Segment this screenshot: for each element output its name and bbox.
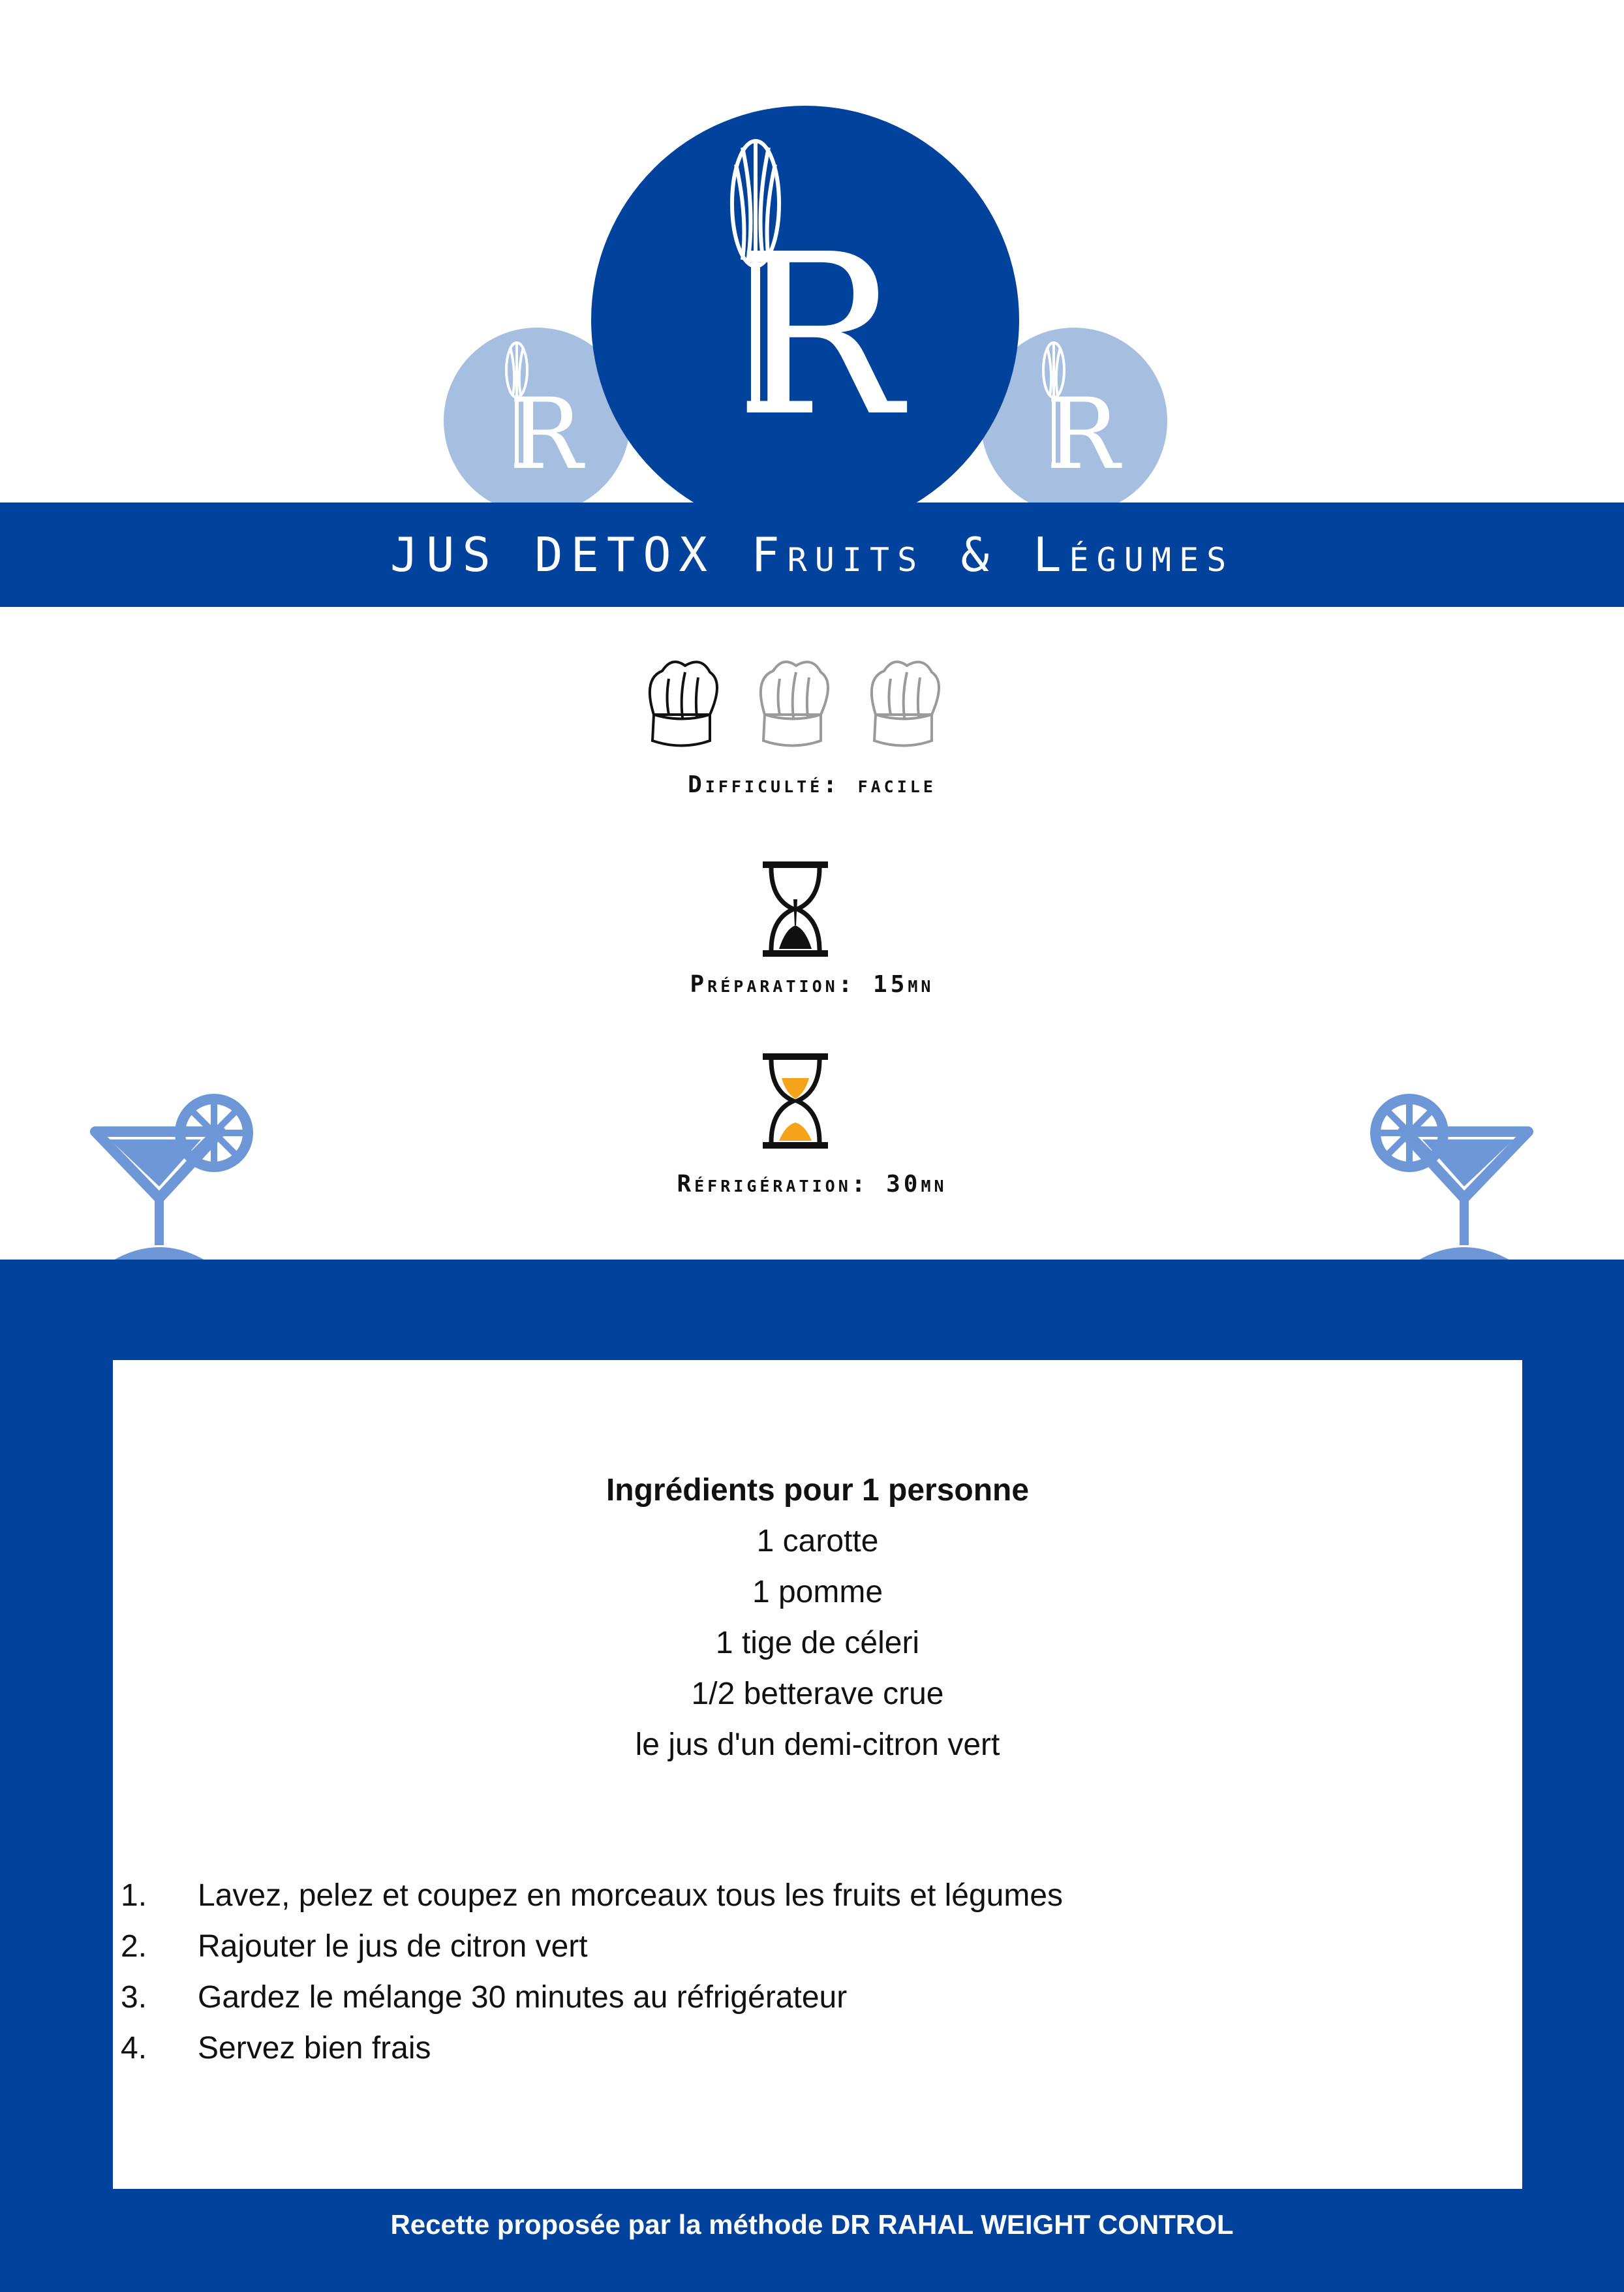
chef-hat-icon bbox=[639, 653, 724, 751]
refrigeration-label: Réfrigération: 30mn bbox=[677, 1171, 947, 1198]
step-number: 4. bbox=[121, 2031, 147, 2066]
difficulty-label: Difficulté: facile bbox=[688, 771, 936, 798]
recipe-title: JUS DETOX Fruits & Légumes bbox=[390, 527, 1234, 582]
step-text: Lavez, pelez et coupez en morceaux tous les fruits et légumes bbox=[198, 1878, 1064, 1913]
chef-hat-icon bbox=[750, 653, 835, 751]
logo-main bbox=[591, 106, 1019, 534]
chef-hat-icon bbox=[861, 653, 946, 751]
preparation-label: Préparation: 15mn bbox=[690, 971, 934, 998]
step-item bbox=[121, 1972, 847, 2023]
hourglass-icon bbox=[759, 1052, 831, 1150]
ingredient-item: 1/2 betterave crue bbox=[691, 1677, 944, 1711]
title-bar bbox=[0, 503, 1624, 607]
step-number: 3. bbox=[121, 1980, 147, 2015]
svg-text:R: R bbox=[509, 378, 583, 491]
footer-credit: Recette proposée par la méthode DR RAHAL WEIGHT CONTROL bbox=[390, 2209, 1234, 2240]
step-text: Servez bien frais bbox=[198, 2031, 431, 2066]
hourglass-icon bbox=[759, 860, 831, 958]
ingredient-item: 1 carotte bbox=[756, 1524, 879, 1558]
ingredient-item: 1 pomme bbox=[752, 1575, 883, 1609]
svg-text:R: R bbox=[1046, 378, 1120, 491]
step-number: 2. bbox=[121, 1929, 147, 1964]
cocktail-glass-icon bbox=[1364, 1089, 1533, 1261]
step-number: 1. bbox=[121, 1878, 147, 1913]
ingredients-title: Ingrédients pour 1 personne bbox=[605, 1473, 1030, 1508]
ingredient-item: le jus d'un demi-citron vert bbox=[635, 1727, 1000, 1762]
step-text: Rajouter le jus de citron vert bbox=[198, 1929, 588, 1964]
step-item bbox=[121, 1870, 1063, 1921]
ingredient-item: 1 tige de céleri bbox=[715, 1626, 920, 1660]
whisk-r-logo-icon bbox=[591, 106, 1019, 534]
svg-text:R: R bbox=[735, 207, 902, 465]
step-item bbox=[121, 2023, 431, 2074]
cocktail-glass-icon bbox=[90, 1089, 260, 1261]
step-item bbox=[121, 1921, 588, 1972]
step-text: Gardez le mélange 30 minutes au réfrigérateur bbox=[198, 1980, 848, 2015]
